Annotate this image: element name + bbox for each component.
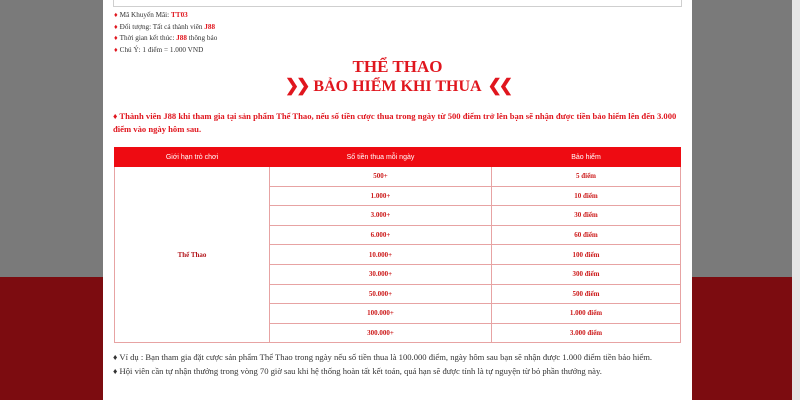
- header-game-limit: Giới hạn trò chơi: [115, 148, 270, 167]
- promo-modal: [103, 0, 692, 400]
- diamond-icon: ♦: [114, 22, 118, 31]
- promo-note-line: ♦ Chú Ý: 1 điểm = 1.000 VND: [114, 45, 204, 54]
- promo-code-value: TT03: [170, 11, 188, 19]
- note-claim-deadline: ♦ Hội viên cần tự nhận thưởng trong vòng 70 giờ sau khi hệ thống hoàn tất kết toán, quá hạn sẽ được tính là tự nguyện từ bỏ phần thưởng này.: [113, 365, 602, 376]
- game-cell: Thể Thao: [115, 167, 270, 343]
- loss-cell: 300.000+: [270, 323, 492, 343]
- scrollbar[interactable]: [792, 0, 800, 400]
- loss-cell: 100.000+: [270, 304, 492, 324]
- insurance-cell: 500 điểm: [492, 284, 681, 304]
- table-header-row: [115, 148, 681, 167]
- chevron-left-icon: ❮❮: [487, 76, 511, 95]
- promo-end-line: ♦ Thời gian kết thúc: J88 thông báo: [114, 34, 218, 42]
- section-subtitle: [103, 76, 692, 97]
- insurance-table: [114, 147, 681, 343]
- diamond-icon: ♦: [114, 11, 118, 19]
- insurance-cell: 60 điểm: [492, 225, 681, 245]
- insurance-cell: 30 điểm: [492, 206, 681, 226]
- table-row: [115, 167, 681, 187]
- insurance-cell: 1.000 điểm: [492, 304, 681, 324]
- note-example: ♦ Ví dụ : Bạn tham gia đặt cược sản phẩm Thể Thao trong ngày nếu số tiền thua là 100.000 điểm, ngày hôm sau bạn sẽ nhận được 1.000 điểm tiền bảo hiểm.: [113, 352, 653, 362]
- header-daily-loss: Số tiền thua mỗi ngày: [270, 148, 492, 167]
- promo-notes: [113, 351, 683, 378]
- loss-cell: 10.000+: [270, 245, 492, 265]
- header-insurance: Bảo hiểm: [492, 148, 681, 167]
- insurance-cell: 300 điểm: [492, 264, 681, 284]
- insurance-cell: 100 điểm: [492, 245, 681, 265]
- promo-target-line: ♦ Đối tượng: Tất cả thành viên J88: [114, 22, 216, 31]
- loss-cell: 500+: [270, 167, 492, 187]
- loss-cell: 50.000+: [270, 284, 492, 304]
- promo-intro: ♦ Thành viên J88 khi tham gia tại sản phẩm Thể Thao, nếu số tiền cược thua trong ngày từ 500 điểm trở lên bạn sẽ nhận được tiền bảo hiểm lên đến 3.000 điểm vào ngày hôm sau.: [113, 111, 677, 134]
- loss-cell: 1.000+: [270, 186, 492, 206]
- chevron-right-icon: ❯❯: [284, 76, 308, 95]
- loss-cell: 30.000+: [270, 264, 492, 284]
- promo-end-value: J88: [176, 34, 187, 42]
- diamond-icon: ♦: [114, 34, 118, 42]
- subtitle-text: BẢO HIỂM KHI THUA: [313, 78, 482, 95]
- promo-code-line: ♦ Mã Khuyến Mãi: TT03: [114, 11, 188, 19]
- loss-cell: 3.000+: [270, 206, 492, 226]
- insurance-cell: 5 điểm: [492, 167, 681, 187]
- promo-info: [114, 10, 217, 56]
- insurance-cell: 10 điểm: [492, 186, 681, 206]
- promo-header-box: [113, 0, 682, 7]
- section-title: THỂ THAO: [352, 57, 443, 76]
- promo-target-value: J88: [204, 22, 216, 31]
- loss-cell: 6.000+: [270, 225, 492, 245]
- insurance-cell: 3.000 điểm: [492, 323, 681, 343]
- diamond-icon: ♦: [114, 45, 118, 54]
